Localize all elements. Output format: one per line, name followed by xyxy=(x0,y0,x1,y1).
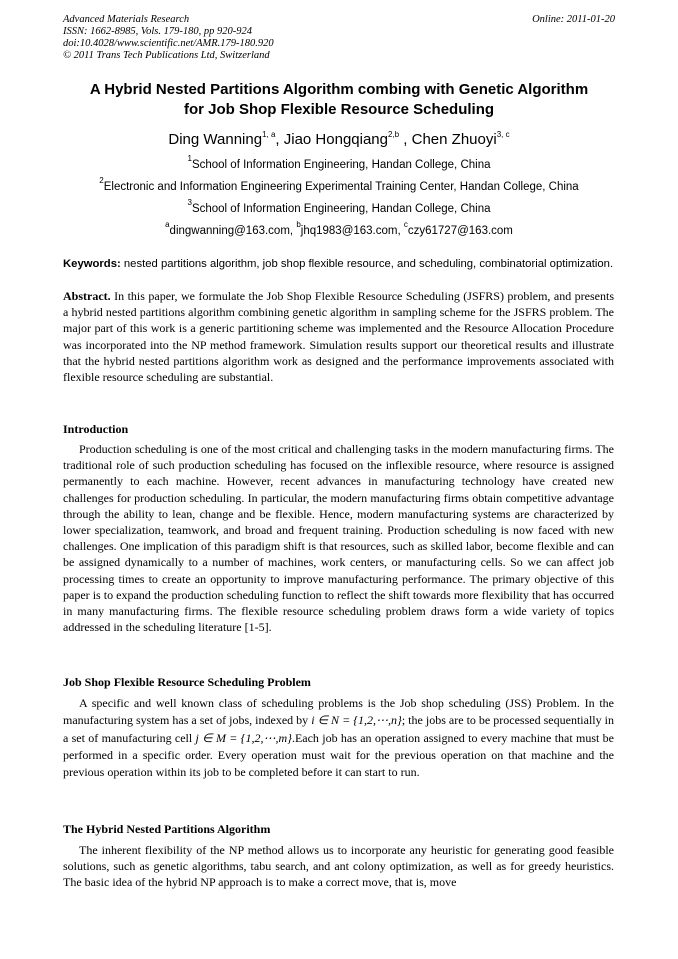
keywords-label: Keywords: xyxy=(63,258,121,270)
email-b: jhq1983@163.com, xyxy=(300,225,404,237)
affiliation-3 xyxy=(40,198,638,216)
author-1: Ding Wanning xyxy=(168,131,263,148)
hybrid-np-paragraph: The inherent flexibility of the NP method allows us to incorporate any heuristic for generating good feasible solutions, such as genetic algorithms, tabu search, and ant colony optimization, as well as for greedy heuristics. The basic idea of the hybrid NP approach is to make a correct move, that is, move xyxy=(63,843,614,890)
copyright-line: © 2011 Trans Tech Publications Ltd, Switzerland xyxy=(63,50,270,61)
email-line xyxy=(40,220,638,238)
jsfrs-text-c: .Each job has an operation assigned to every machine that must be performed in a specific order. Every operation must wait for the previous operation on that machine and the previous operation within its job to be completed before it can start to run. xyxy=(63,730,614,780)
email-a-mark: a xyxy=(165,220,170,229)
set-m-formula: j ∈ M = {1,2,⋯,m} xyxy=(195,730,292,745)
email-a: dingwanning@163.com, xyxy=(169,225,297,237)
affiliation-1-text: School of Information Engineering, Handan College, China xyxy=(191,159,491,171)
affiliation-3-mark: 3 xyxy=(187,198,192,207)
author-3-affil: 3, c xyxy=(496,130,510,139)
abstract-label: Abstract. xyxy=(63,289,111,303)
journal-name: Advanced Materials Research xyxy=(63,14,190,25)
keywords xyxy=(63,257,614,272)
online-date: Online: 2011-01-20 xyxy=(532,14,615,25)
abstract-text: In this paper, we formulate the Job Shop Flexible Resource Scheduling (JSFRS) problem, and presents a hybrid nested partitions algorithm combining genetic algorithm in sampling scheme for the JSFRS problem. The major part of this work is a generic partitioning scheme was implemented and the Resource Allocation Procedure was incorporated into the NP method framework. Simulation results support our theoretical results and illustrate that the hybrid nested partitions algorithm work as designed and the performance improvements associated with flexible resource scheduling are substantial. xyxy=(63,289,614,385)
heading-jsfrs: Job Shop Flexible Resource Scheduling Problem xyxy=(63,675,311,689)
author-2: , Jiao Hongqiang xyxy=(275,131,388,148)
affiliation-3-text: School of Information Engineering, Handan College, China xyxy=(191,203,491,215)
introduction-paragraph: Production scheduling is one of the most critical and challenging tasks in the modern manufacturing firms. The traditional role of such production scheduling has focused on the inflexible resource, where resource is assigned permanently to each machine. However, recent advances in manufacturing technology have created new challenges for production scheduling. In particular, the modern manufacturing firms obtain competitive advantage through the ability to lean, change and be flexible. Hence, modern manufacturing systems are characterized by lower specialization, teamwork, and broad and frequent training. Production scheduling is now faced with new challenges. One implication of this paradigm shift is that resources, such as skilled labor, become flexible and can be assigned dynamically to a number of machines, work centers, or manufacturing cells. So we can affect job processing times to create an opportunity to improve manufacturing performance. The primary objective of this paper is to expand the production scheduling function to reflect the shift towards more flexibility that has occurred in many manufacturing firms. The flexible resource scheduling problem draws form a wide variety of topics addressed in the scheduling literature [1-5]. xyxy=(63,442,614,635)
doi-line: doi:10.4028/www.scientific.net/AMR.179-180.920 xyxy=(63,38,274,49)
issn-line: ISSN: 1662-8985, Vols. 179-180, pp 920-924 xyxy=(63,26,252,37)
author-3: , Chen Zhuoyi xyxy=(399,131,497,148)
title-line-1: A Hybrid Nested Partitions Algorithm combing with Genetic Algorithm xyxy=(89,81,589,98)
author-list xyxy=(40,130,638,150)
set-n-formula: i ∈ N = {1,2,⋯,n} xyxy=(311,713,402,728)
jsfrs-text-a: A specific and well known class of scheduling problems is the Job shop scheduling (JSS) Problem. In the manufacturing system has a set of jobs, indexed by xyxy=(63,696,614,728)
affiliation-2 xyxy=(40,176,638,194)
heading-introduction: Introduction xyxy=(63,422,129,436)
heading-hybrid-np: The Hybrid Nested Partitions Algorithm xyxy=(63,822,271,836)
email-c: czy61727@163.com xyxy=(407,225,513,237)
abstract xyxy=(63,288,614,385)
affiliation-1-mark: 1 xyxy=(187,154,192,163)
affiliation-2-text: Electronic and Information Engineering Experimental Training Center, Handan College, China xyxy=(103,181,579,193)
keywords-text: nested partitions algorithm, job shop flexible resource, and scheduling, combinatorial optimization. xyxy=(120,258,614,270)
jsfrs-text-b: ; the jobs are to be processed sequentially in a set of manufacturing cell xyxy=(63,713,614,745)
paper-title xyxy=(40,80,638,120)
email-b-mark: b xyxy=(296,220,301,229)
jsfrs-paragraph xyxy=(63,695,614,781)
author-1-affil: 1, a xyxy=(262,130,276,139)
title-line-2: for Job Shop Flexible Resource Scheduling xyxy=(183,101,495,118)
affiliation-2-mark: 2 xyxy=(99,176,104,185)
affiliation-1 xyxy=(40,154,638,172)
author-2-affil: 2,b xyxy=(388,130,400,139)
email-c-mark: c xyxy=(403,220,408,229)
journal-header xyxy=(63,14,274,62)
